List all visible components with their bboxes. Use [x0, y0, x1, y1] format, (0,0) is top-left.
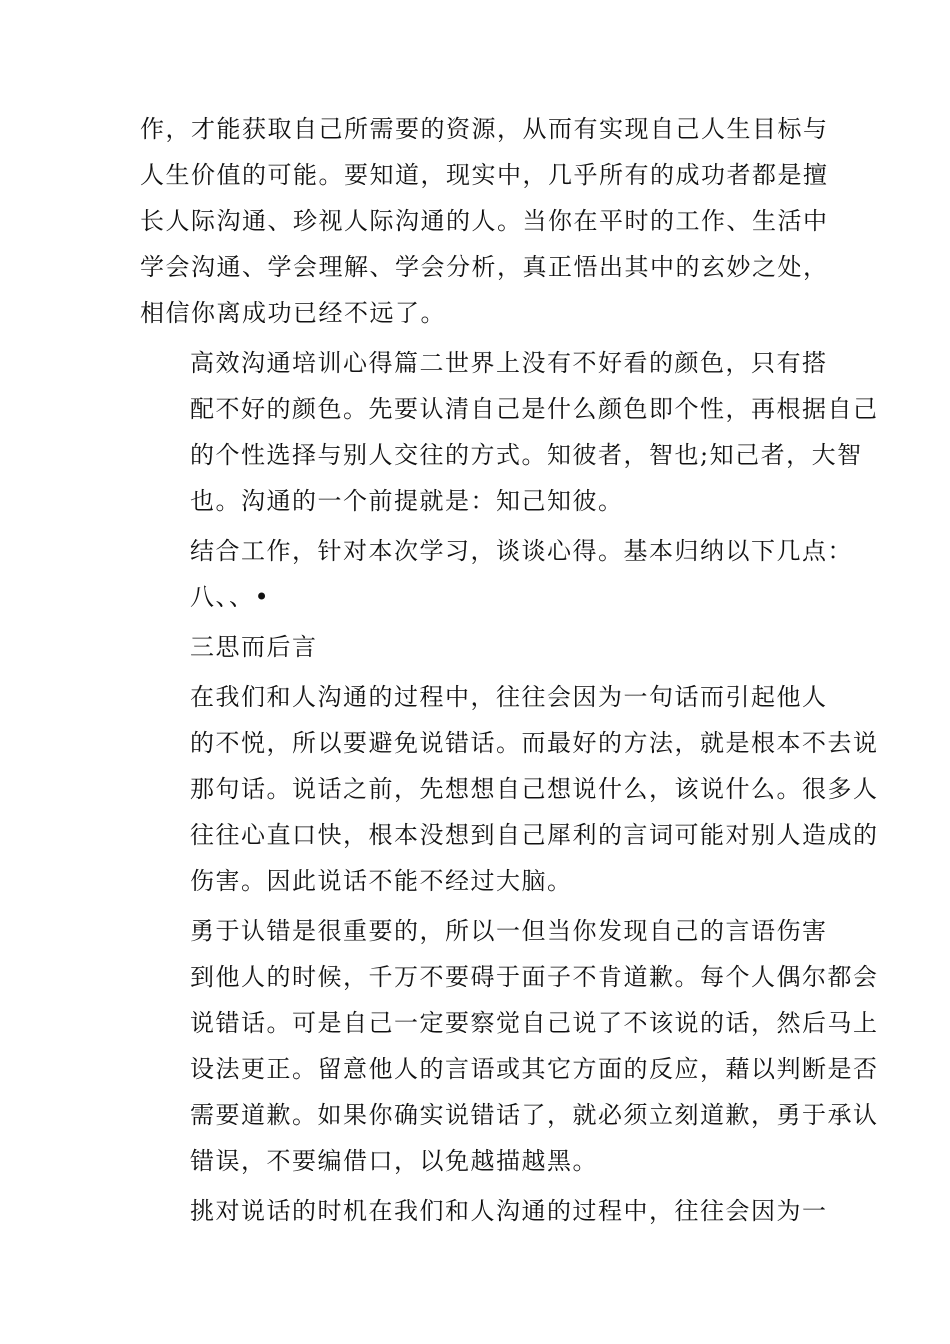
- text-line: 挑对说话的时机在我们和人沟通的过程中，往往会因为一: [190, 1197, 828, 1225]
- paragraph: [140, 674, 879, 904]
- text-line: 学会沟通、学会理解、学会分析，真正悟出其中的玄妙之处，: [140, 253, 829, 281]
- text-line: 说错话。可是自己一定要察觉自己说了不该说的话，然后马上: [190, 1009, 879, 1037]
- text-line: 到他人的时候，千万不要碍于面子不肯道歉。每个人偶尔都会: [190, 963, 879, 991]
- text-line: 往往心直口快，根本没想到自己犀利的言词可能对别人造成的: [190, 821, 879, 849]
- text-line: 错误，不要编借口，以免越描越黑。: [190, 1147, 598, 1175]
- text-line: 伤害。因此说话不能不经过大脑。: [190, 867, 573, 895]
- paragraph: [140, 528, 853, 620]
- text-line: 的个性选择与别人交往的方式。知彼者，智也;知己者，大智: [190, 441, 863, 469]
- text-line: 三思而后言: [190, 633, 318, 661]
- paragraph: [140, 624, 840, 670]
- text-line: 作，才能获取自己所需要的资源，从而有实现自己人生目标与: [140, 115, 829, 143]
- text-line: 高效沟通培训心得篇二世界上没有不好看的颜色，只有搭: [190, 349, 828, 377]
- text-line: 勇于认错是很重要的，所以一但当你发现自己的言语伤害: [190, 917, 828, 945]
- text-line: 在我们和人沟通的过程中，往往会因为一句话而引起他人: [190, 683, 828, 711]
- text-line: 需要道歉。如果你确实说错话了，就必须立刻道歉，勇于承认: [190, 1101, 879, 1129]
- text-line: 人生价值的可能。要知道，现实中，几乎所有的成功者都是擅: [140, 161, 829, 189]
- text-line: 八、、•: [190, 583, 271, 611]
- paragraph: [140, 106, 840, 336]
- text-line: 也。沟通的一个前提就是：知己知彼。: [190, 487, 624, 515]
- text-line: 的不悦，所以要避免说错话。而最好的方法，就是根本不去说: [190, 729, 879, 757]
- text-line: 相信你离成功已经不远了。: [140, 299, 446, 327]
- text-line: 设法更正。留意他人的言语或其它方面的反应，藉以判断是否: [190, 1055, 879, 1083]
- text-line: 长人际沟通、珍视人际沟通的人。当你在平时的工作、生活中: [140, 207, 829, 235]
- text-line: 那句话。说话之前，先想想自己想说什么，该说什么。很多人: [190, 775, 879, 803]
- document-body: [140, 106, 879, 1238]
- paragraph: [140, 340, 879, 524]
- paragraph: [140, 1188, 840, 1234]
- text-line: 结合工作，针对本次学习，谈谈心得。基本归纳以下几点：: [190, 537, 853, 565]
- text-line: 配不好的颜色。先要认清自己是什么颜色即个性，再根据自己: [190, 395, 879, 423]
- paragraph: [140, 908, 879, 1184]
